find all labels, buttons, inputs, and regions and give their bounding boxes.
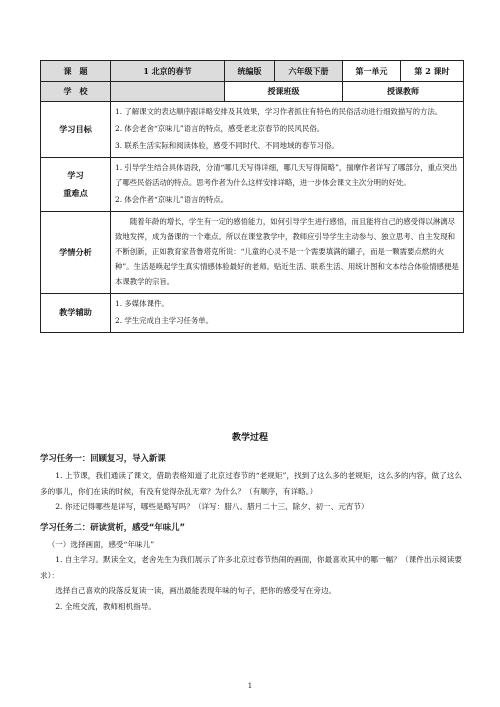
class-label: 授课班级 [225,82,343,102]
goal-item: 2. 体会老舍“京味儿”语言的特点，感受老北京春节的民风民俗。 [115,124,325,133]
task2-subheading: （一）选择画面，感受“年味儿” [47,539,155,549]
task1-paragraph-2: 2. 你还记得哪些是详写，哪些是略写吗？（详写：腊八、腊月二十三、除夕、初一、元宵节） [55,502,369,511]
goals-content [111,102,464,158]
page-number: 1 [247,682,253,690]
course-value: 1 北京的春节 [111,61,225,82]
school-label: 学 校 [41,82,111,102]
key-points-content [111,158,464,212]
goal-item: 1. 了解课文的表达顺序跟详略安排及其效果，学习作者抓住有特色的民俗活动进行细致描写的方法。 [115,107,443,116]
lesson-period: 第 2 课时 [401,61,464,82]
task2-paragraph-1: 1. 自主学习。默读全文，老舍先生为我们展示了许多北京过春节热闹的画面，你最喜欢其中的哪一幅？（课件出示阅读要求）： [40,555,462,580]
analysis-label: 学情分析 [41,212,111,294]
lesson-plan-table [40,60,464,333]
header-row-2 [41,82,464,102]
grade: 六年级下册 [275,61,343,82]
aids-content [111,294,464,333]
key-points-label-line1: 学习 [67,170,84,181]
goals-label: 学习目标 [41,102,111,158]
course-label: 课 题 [41,61,111,82]
header-row-1 [41,61,464,82]
aids-label: 教学辅助 [41,294,111,333]
key-points-label [41,158,111,212]
teacher-label: 授课教师 [343,82,464,102]
edition: 统编版 [225,61,275,82]
task1-heading: 学习任务一：回顾复习，导入新课 [40,453,166,463]
task2-heading: 学习任务二：研读赏析，感受“年味儿” [40,521,186,532]
task1-paragraph-1: 1. 上节课，我们通读了课文，借助表格知道了北京过春节的“老规矩”，找到了这么多的老规矩，这么多的内容，做了这么多的事儿，你们在读的时候，有没有觉得杂乱无章？为什么？（有顺序，有详略。） [40,471,462,496]
goals-row [41,102,464,158]
unit: 第一单元 [343,61,401,82]
task2-paragraph-3: 2. 全班交流，教师相机指导。 [55,601,156,611]
analysis-content [111,212,464,294]
aid-item: 1. 多媒体课件。 [115,299,169,308]
key-point-item: 2. 体会作者“京味儿”语言的特点。 [115,195,229,204]
key-points-row [41,158,464,212]
process-title: 教学过程 [231,433,268,443]
goal-item: 3. 联系生活实际和阅读体验，感受不同时代、不同地域的春节习俗。 [115,141,339,150]
aids-row [41,294,464,333]
task2-paragraph-2: 选择自己喜欢的段落反复读一读，画出最能表现年味的句子，把你的感受写在旁边。 [55,586,337,595]
teaching-process [40,446,462,614]
key-point-item: 1. 引导学生结合具体语段，分清“哪几天写得详细，哪几天写得简略”，揣摩作者详写了哪部分，重点突出了哪些民俗活动的特点。思考作者为什么这样安排详略，进一步体会课文主次分明的好处。 [115,163,458,187]
key-points-label-line2: 重难点 [63,187,88,198]
analysis-text: 随着年龄的增长，学生有一定的感悟能力，如何引导学生进行感悟，而且能将自己的感受得以淋漓尽致地发挥，成为备课的一个难点。所以在课堂教学中，教师应引导学生主动参与、独立思考、自主发现和不断创新，正如教育家昔鲁塔克所说：“儿童的心灵不是一个需要填满的罐子，而是一颗需要点燃的火种”。生活是唤起学生真实情感体验最好的老师。贴近生活、联系生活、用统计图和文本结合体验情感便是本课教学的宗旨。 [115,217,459,286]
analysis-row [41,212,464,294]
aid-item: 2. 学生完成自主学习任务单。 [115,316,214,325]
school-value [111,82,225,102]
